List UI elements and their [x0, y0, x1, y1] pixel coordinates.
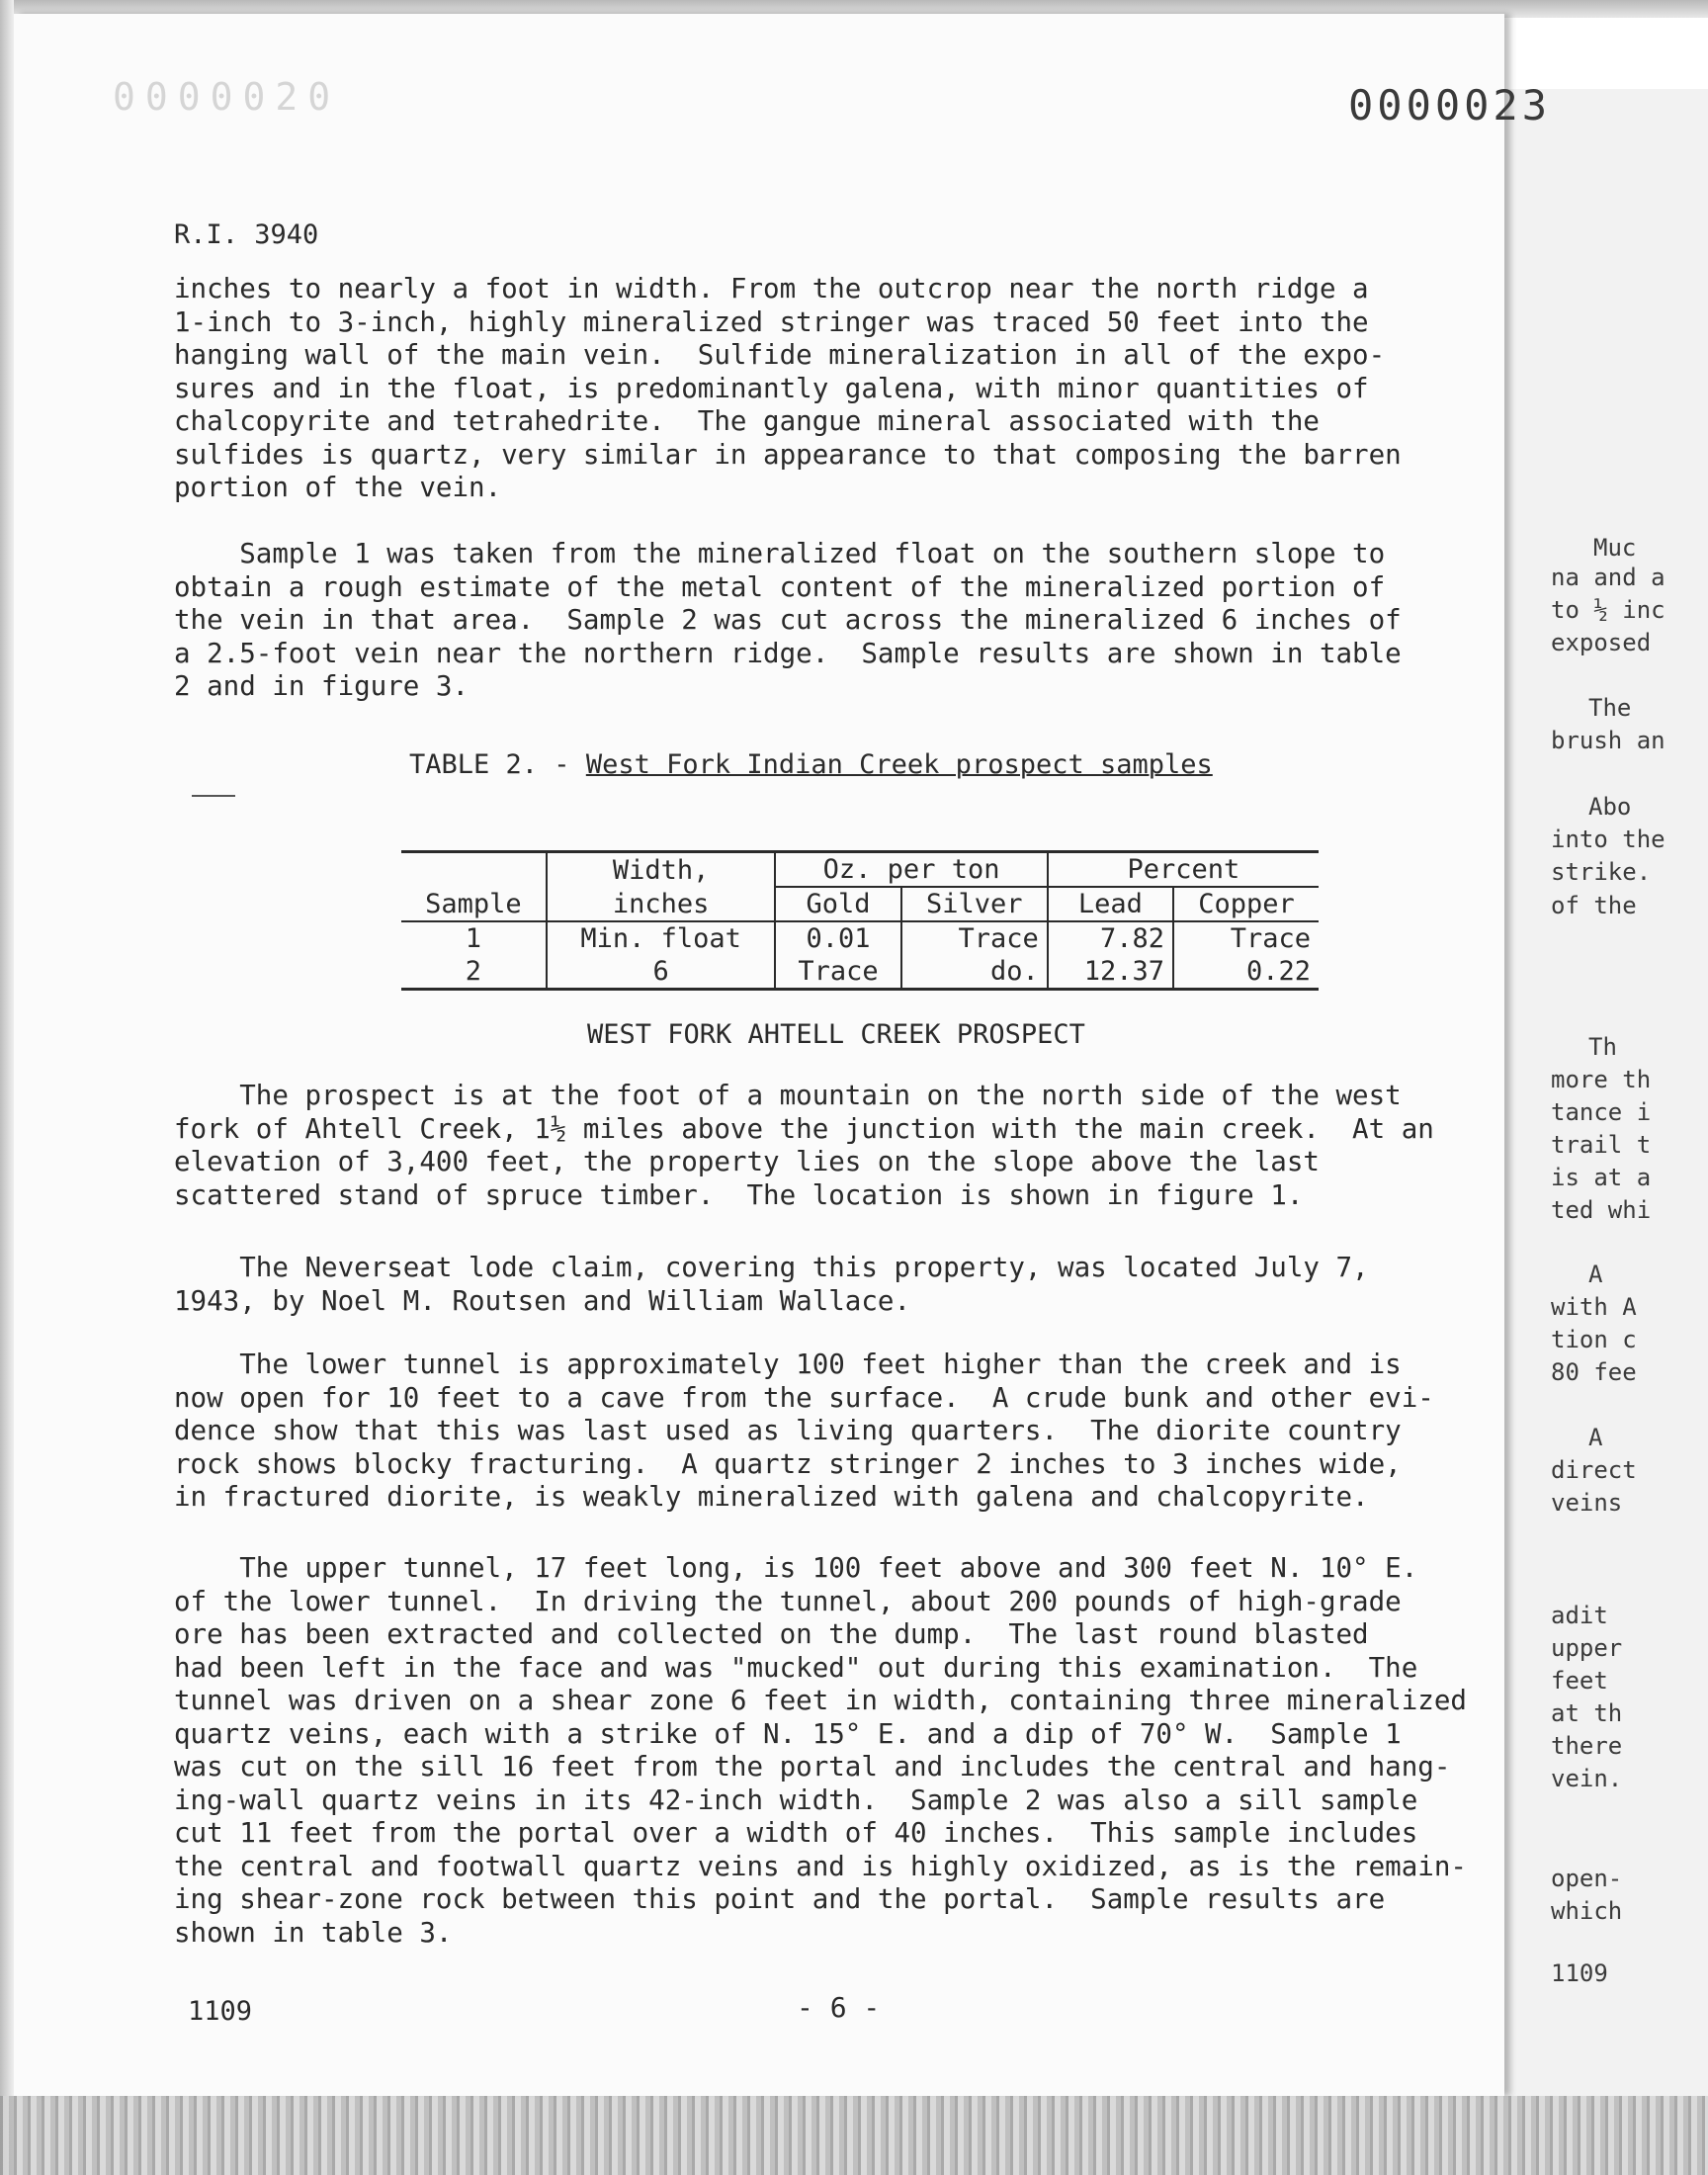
cell-width: Min. float	[547, 922, 776, 955]
cell-gold: 0.01	[775, 922, 900, 955]
back-fragment: tion c	[1551, 1326, 1637, 1353]
header-gold: Gold	[775, 887, 900, 921]
paragraph	[174, 1252, 1498, 1318]
text-line: the central and footwall quartz veins and is highly oxidized, as is the remain-	[174, 1850, 1467, 1882]
back-fragment: Abo	[1588, 793, 1632, 821]
table-title	[409, 749, 1213, 780]
paragraph	[174, 273, 1498, 505]
back-fragment: A	[1588, 1261, 1603, 1288]
back-fragment: Muc	[1593, 534, 1637, 562]
text-line: quartz veins, each with a strike of N. 15° E. and a dip of 70° W. Sample 1	[174, 1717, 1402, 1750]
scan-border-bottom	[0, 2096, 1708, 2175]
back-fragment: exposed	[1551, 629, 1652, 656]
back-fragment: open-	[1551, 1865, 1623, 1892]
page-number: - 6 -	[797, 1991, 881, 2024]
back-fragment: upper	[1551, 1634, 1623, 1662]
cell-silver: Trace	[901, 922, 1048, 955]
back-fragment: at th	[1551, 1699, 1623, 1727]
text-line: The prospect is at the foot of a mountain on the north side of the west	[174, 1080, 1402, 1111]
back-fragment: trail t	[1551, 1131, 1652, 1159]
header-lead: Lead	[1048, 887, 1173, 921]
text-line: chalcopyrite and tetrahedrite. The gangue mineral associated with the	[174, 405, 1320, 437]
back-fragment: tance i	[1551, 1098, 1652, 1126]
header-width-line1: Width,	[547, 852, 776, 888]
paragraph	[174, 1552, 1498, 1950]
back-fragment: direct	[1551, 1456, 1637, 1484]
header-oz-per-ton: Oz. per ton	[775, 852, 1047, 888]
text-line: had been left in the face and was "mucked" out during this examination. The	[174, 1651, 1418, 1684]
paragraph	[174, 1348, 1498, 1515]
back-fragment: ted whi	[1551, 1196, 1652, 1224]
paragraph	[174, 538, 1498, 704]
text-line: scattered stand of spruce timber. The location is shown in figure 1.	[174, 1178, 1304, 1211]
cell-sample: 2	[401, 955, 547, 990]
back-fragment: of the	[1551, 892, 1637, 919]
header-copper: Copper	[1173, 887, 1319, 921]
cell-gold: Trace	[775, 955, 900, 990]
document-page	[14, 14, 1552, 2096]
paragraph	[174, 1080, 1498, 1212]
back-fragment: feet	[1551, 1667, 1608, 1695]
cell-lead: 7.82	[1048, 922, 1173, 955]
back-fragment: 1109	[1551, 1959, 1608, 1987]
text-line: of the lower tunnel. In driving the tunnel, about 200 pounds of high-grade	[174, 1585, 1402, 1617]
text-line: The Neverseat lode claim, covering this property, was located July 7,	[174, 1252, 1369, 1283]
margin-dash	[192, 795, 235, 797]
back-fragment: into the	[1551, 826, 1665, 853]
cell-lead: 12.37	[1048, 955, 1173, 990]
text-line: now open for 10 feet to a cave from the surface. A crude bunk and other evi-	[174, 1381, 1434, 1414]
text-line: hanging wall of the main vein. Sulfide mineralization in all of the expo-	[174, 339, 1386, 371]
scan-border-left	[0, 0, 14, 2175]
back-fragment: there	[1551, 1732, 1623, 1760]
text-line: 1943, by Noel M. Routsen and William Wallace.	[174, 1284, 911, 1317]
back-fragment: with A	[1551, 1293, 1637, 1321]
text-line: The lower tunnel is approximately 100 feet higher than the creek and is	[174, 1348, 1402, 1380]
cell-sample: 1	[465, 923, 482, 954]
table-title-text: West Fork Indian Creek prospect samples	[585, 749, 1213, 780]
text-line: cut 11 feet from the portal over a width of 40 inches. This sample includes	[174, 1817, 1418, 1849]
text-line: obtain a rough estimate of the metal content of the mineralized portion of	[174, 570, 1386, 603]
text-line: inches to nearly a foot in width. From the outcrop near the north ridge a	[174, 273, 1369, 304]
back-fragment: veins	[1551, 1489, 1623, 1517]
table-row	[401, 922, 1319, 955]
text-line: Sample 1 was taken from the mineralized float on the southern slope to	[174, 538, 1386, 569]
samples-table	[401, 850, 1319, 991]
text-line: The upper tunnel, 17 feet long, is 100 feet above and 300 feet N. 10° E.	[174, 1552, 1418, 1584]
back-fragment: The	[1588, 694, 1632, 722]
text-line: dence show that this was last used as living quarters. The diorite country	[174, 1415, 1402, 1446]
text-line: rock shows blocky fracturing. A quartz stringer 2 inches to 3 inches wide,	[174, 1447, 1402, 1480]
header-sample: Sample	[401, 852, 547, 922]
underlying-page	[1488, 89, 1708, 2096]
text-line: shown in table 3.	[174, 1916, 453, 1949]
text-line: ore has been extracted and collected on the dump. The last round blasted	[174, 1618, 1369, 1650]
text-line: the vein in that area. Sample 2 was cut across the mineralized 6 inches of	[174, 604, 1402, 636]
text-line: was cut on the sill 16 feet from the portal and includes the central and hang-	[174, 1751, 1451, 1783]
text-line: sulfides is quartz, very similar in appearance to that composing the barren	[174, 438, 1402, 471]
back-fragment: 80 fee	[1551, 1358, 1637, 1386]
text-line: a 2.5-foot vein near the northern ridge. Sample results are shown in table	[174, 637, 1402, 669]
back-fragment: Th	[1588, 1033, 1617, 1061]
text-line: portion of the vein.	[174, 472, 502, 503]
cell-silver: do.	[901, 955, 1048, 990]
text-line: elevation of 3,400 feet, the property lies on the slope above the last	[174, 1146, 1320, 1177]
text-line: in fractured diorite, is weakly mineralized with galena and chalcopyrite.	[174, 1481, 1369, 1513]
text-line: fork of Ahtell Creek, 1½ miles above the junction with the main creek. At an	[174, 1112, 1434, 1145]
section-heading: WEST FORK AHTELL CREEK PROSPECT	[587, 1019, 1085, 1050]
faint-stamp-number: 0000020	[113, 75, 341, 119]
text-line: 1-inch to 3-inch, highly mineralized stringer was traced 50 feet into the	[174, 305, 1369, 338]
stamp-number: 0000023	[1348, 81, 1552, 130]
back-fragment: more th	[1551, 1066, 1652, 1093]
back-fragment: which	[1551, 1897, 1623, 1925]
header-width-line2: inches	[547, 887, 776, 921]
back-fragment: adit	[1551, 1602, 1608, 1629]
report-id: R.I. 3940	[174, 219, 319, 250]
cell-width: 6	[547, 955, 776, 990]
cell-copper: Trace	[1173, 922, 1319, 955]
header-silver: Silver	[901, 887, 1048, 921]
back-fragment: na and a	[1551, 564, 1665, 591]
header-percent: Percent	[1048, 852, 1319, 888]
back-fragment: vein.	[1551, 1765, 1623, 1792]
back-fragment: brush an	[1551, 727, 1665, 754]
table-row	[401, 955, 1319, 990]
text-line: ing shear-zone rock between this point and the portal. Sample results are	[174, 1883, 1386, 1915]
cell-copper: 0.22	[1173, 955, 1319, 990]
table-title-prefix: TABLE 2. -	[409, 749, 586, 780]
back-fragment: to ½ inc	[1551, 596, 1665, 624]
text-line: ing-wall quartz veins in its 42-inch width. Sample 2 was also a sill sample	[174, 1784, 1418, 1816]
footer-code: 1109	[188, 1996, 253, 2027]
back-fragment: strike.	[1551, 858, 1652, 886]
back-fragment: A	[1588, 1424, 1603, 1451]
text-line: tunnel was driven on a shear zone 6 feet in width, containing three mineralized	[174, 1685, 1467, 1716]
text-line: 2 and in figure 3.	[174, 670, 470, 702]
text-line: sures and in the float, is predominantly galena, with minor quantities of	[174, 372, 1369, 404]
back-fragment: is at a	[1551, 1164, 1652, 1191]
